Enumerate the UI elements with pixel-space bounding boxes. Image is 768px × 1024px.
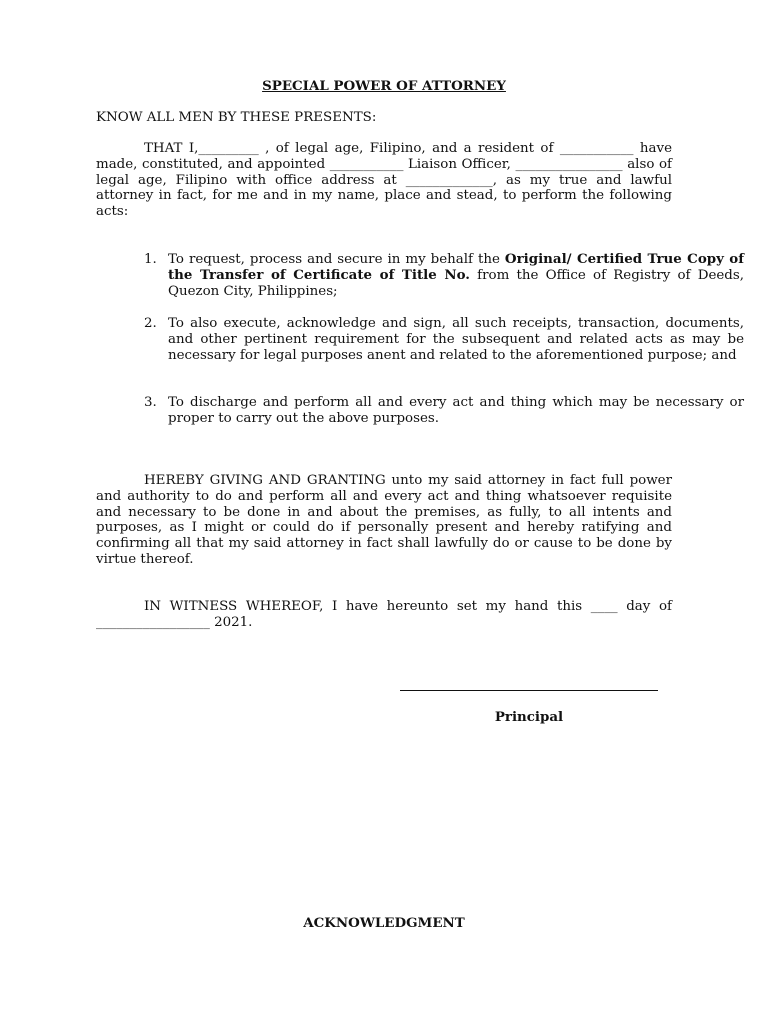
list-item-3 xyxy=(96,395,744,427)
list-item-text-after: from the Office of Registry of Deeds, Quezon City, Philippines; xyxy=(168,267,744,299)
acknowledgment-title: ACKNOWLEDGMENT xyxy=(303,915,465,931)
list-item-2 xyxy=(96,316,744,363)
list-item-number: 2. xyxy=(144,316,157,331)
document-heading: KNOW ALL MEN BY THESE PRESENTS: xyxy=(96,110,377,125)
witness-paragraph: IN WITNESS WHEREOF, I have hereunto set my hand this ____ day of _________________ 2021. xyxy=(96,599,672,630)
list-item-number: 3. xyxy=(144,395,157,410)
signature-line xyxy=(400,690,658,691)
signature-label: Principal xyxy=(494,709,564,725)
list-item-1 xyxy=(96,252,744,299)
list-item-bold-text: Original/ Certified True Copy of the Transfer of Certificate of Title No. xyxy=(168,251,745,283)
list-item-text: To also execute, acknowledge and sign, all such receipts, transaction, documents, and other pertinent requirement for the subsequent and related acts as may be necessary for legal purposes anent and related to the aforementioned purpose; and xyxy=(168,316,744,363)
intro-paragraph: THAT I,_________ , of legal age, Filipino, and a resident of ___________ have made, constituted, and appointed ___________ Liaison Officer, ________________ also of legal age, Filipino with office address at _____________, as my true and lawful attorney in fact, for me and in my name, place and stead, to perform the following acts: xyxy=(96,141,672,220)
list-item-text: To request, process and secure in my behalf the xyxy=(168,252,505,267)
granting-paragraph: HEREBY GIVING AND GRANTING unto my said attorney in fact full power and authority to do and perform all and every act and thing whatsoever requisite and necessary to be done in and about the premises, as fully, to all intents and purposes, as I might or could do if personally present and hereby ratifying and confirming all that my said attorney in fact shall lawfully do or cause to be done by virtue thereof. xyxy=(96,473,672,567)
list-item-number: 1. xyxy=(144,252,157,267)
list-item-text: To discharge and perform all and every act and thing which may be necessary or proper to carry out the above purposes. xyxy=(168,395,744,426)
document-title: SPECIAL POWER OF ATTORNEY xyxy=(262,78,506,94)
